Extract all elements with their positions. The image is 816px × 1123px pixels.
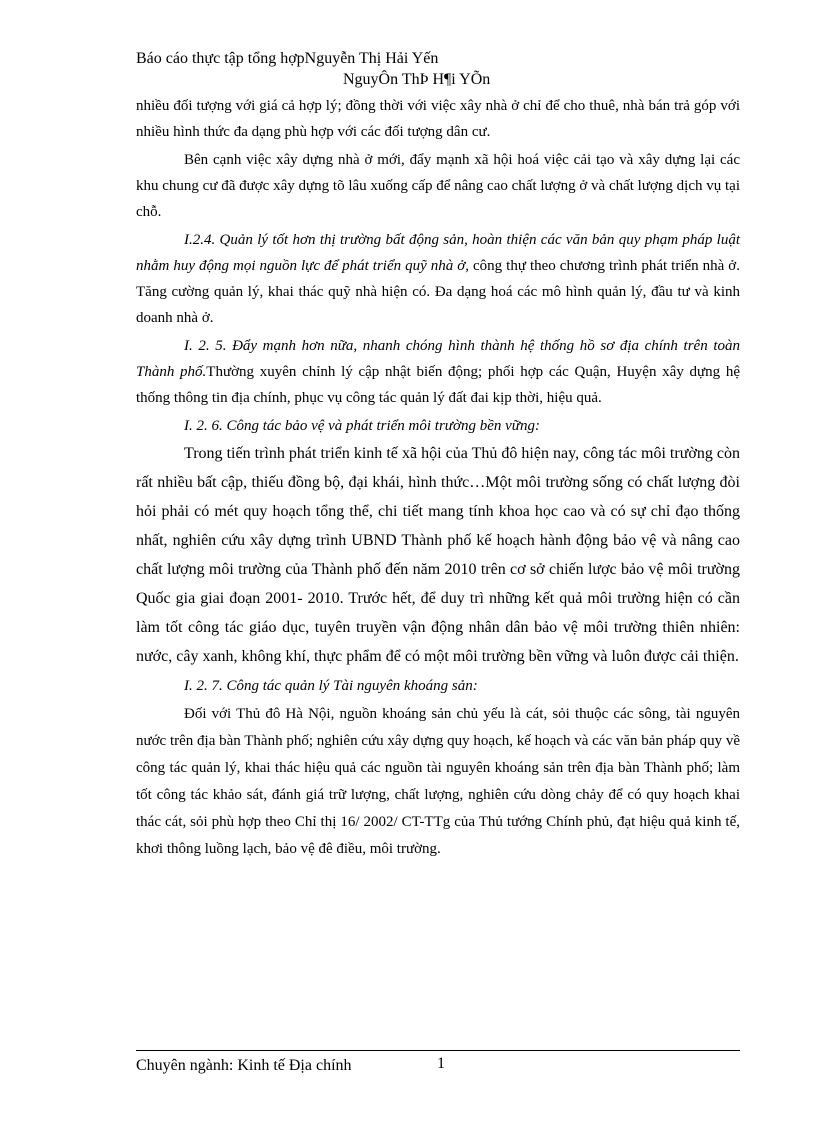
document-body <box>136 93 740 863</box>
page-number: 1 <box>437 1055 445 1072</box>
section-1-2-6-heading: I. 2. 6. Công tác bảo vệ và phát triển môi trường bền vững: <box>184 418 540 434</box>
section-1-2-4-paragraph <box>136 227 740 331</box>
footer-major: Chuyên ngành: Kinh tế Địa chính <box>136 1057 352 1074</box>
footer-rule <box>136 1050 740 1051</box>
section-1-2-5-text: Thường xuyên chỉnh lý cập nhật biến động; phối hợp các Quận, Huyện xây dựng hệ thống thông tin địa chính, phục vụ công tác quản lý đất đai kịp thời, hiệu quả. <box>136 364 740 406</box>
section-1-2-5-heading: I. 2. 5. Đẩy mạnh hơn nữa, nhanh chóng hình thành hệ thống hồ sơ địa chính trên toàn Thành phố. <box>136 338 740 380</box>
paragraph-continuation: nhiều đối tượng với giá cả hợp lý; đồng thời với việc xây nhà ở chỉ để cho thuê, nhà bán trả góp với nhiều hình thức đa dạng phù hợp với các đối tượng dân cư. <box>136 98 740 140</box>
running-header-name: NguyÔn ThÞ H¶i YÕn <box>343 71 491 88</box>
section-1-2-4-heading: I.2.4. Quản lý tốt hơn thị trường bất động sản, hoàn thiện các văn bản quy phạm pháp luật nhằm huy động mọi nguồn lực để phát triển quỹ nhà ở, <box>136 232 740 274</box>
running-header-title: Báo cáo thực tập tổng hợpNguyễn Thị Hải Yến <box>136 50 439 67</box>
section-1-2-5-paragraph <box>136 333 740 411</box>
section-1-2-6-paragraph: Trong tiến trình phát triển kinh tế xã hội của Thủ đô hiện nay, công tác môi trường còn rất nhiều bất cập, thiếu đồng bộ, đại khái, hình thức…Một môi trường sống có chất lượng đòi hỏi phải có mét quy hoạch tổng thể, chi tiết mang tính khoa học cao và có sự chỉ đạo thống nhất, nghiên cứu xây dựng trình UBND Thành phố kế hoạch hành động bảo vệ và nâng cao chất lượng môi trường của Thành phố đến năm 2010 trên cơ sở chiến lược bảo vệ môi trường Quốc gia giai đoạn 2001- 2010. Trước hết, để duy trì những kết quả môi trường hiện có cần làm tốt công tác giáo dục, tuyên truyền vận động nhân dân bảo vệ môi trường thiên nhiên: nước, cây xanh, không khí, thực phẩm để có một môi trường bền vững và luôn được cải thiện. <box>136 445 740 665</box>
paragraph-housing-renovation: Bên cạnh việc xây dựng nhà ở mới, đẩy mạnh xã hội hoá việc cải tạo và xây dựng lại các khu chung cư đã được xây dựng tõ lâu xuống cấp để nâng cao chất lượng ở và chất lượng dịch vụ tại chỗ. <box>136 152 740 220</box>
section-1-2-7-paragraph: Đối với Thủ đô Hà Nội, nguồn khoáng sản chủ yếu là cát, sỏi thuộc các sông, tài nguyên nước trên địa bàn Thành phố; nghiên cứu xây dựng quy hoạch, kế hoạch và các văn bản pháp quy về công tác quản lý, khai thác hiệu quả các nguồn tài nguyên khoáng sản trên địa bàn Thành phố; làm tốt công tác khảo sát, đánh giá trữ lượng, chất lượng, nghiên cứu dòng chảy để có quy hoạch khai thác cát, sỏi phù hợp theo Chỉ thị 16/ 2002/ CT-TTg của Thủ tướng Chính phủ, đạt hiệu quả kinh tế, khơi thông luồng lạch, bảo vệ đê điều, môi trường. <box>136 706 740 857</box>
section-1-2-4-text: công thự theo chương trình phát triển nhà ở. Tăng cường quản lý, khai thác quỹ nhà hiện có. Đa dạng hoá các mô hình quản lý, đầu tư và kinh doanh nhà ở. <box>136 258 740 326</box>
section-1-2-7-heading: I. 2. 7. Công tác quản lý Tài nguyên khoáng sản: <box>184 678 478 694</box>
